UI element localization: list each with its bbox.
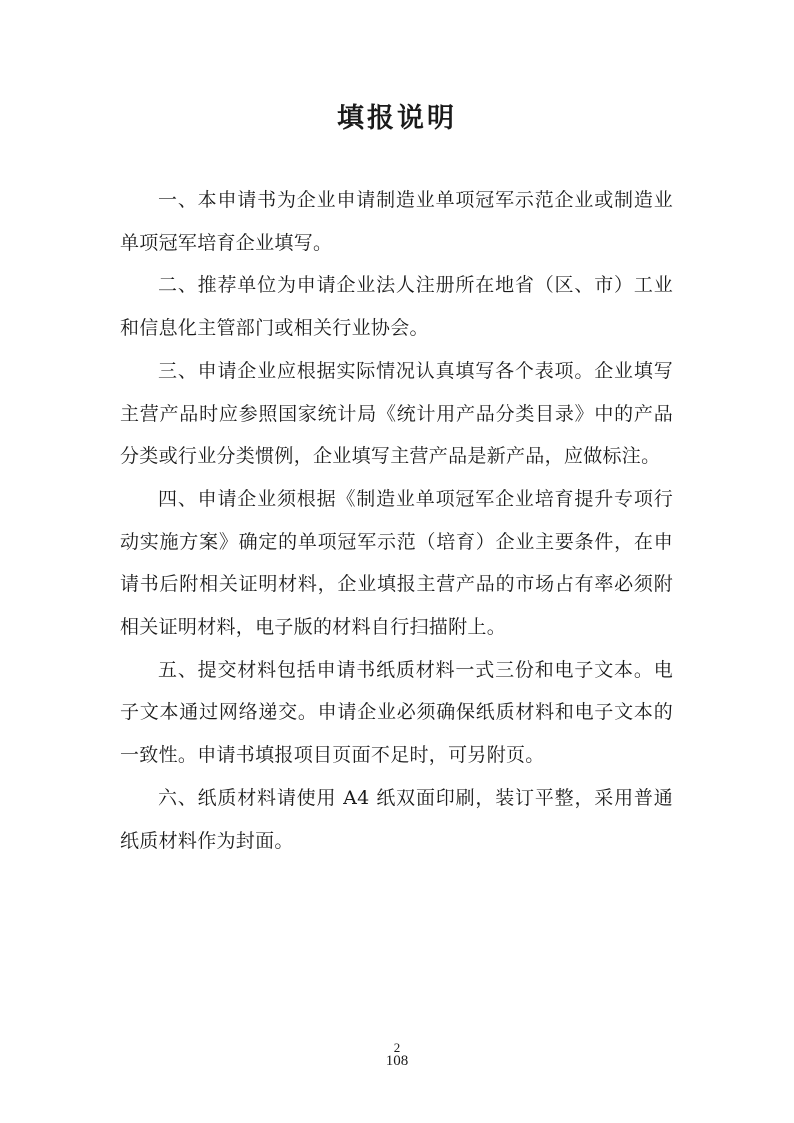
instruction-paragraph-4: 四、申请企业须根据《制造业单项冠军企业培育提升专项行动实施方案》确定的单项冠军示范（培育）企业主要条件，在申请书后附相关证明材料，企业填报主营产品的市场占有率必须附相关证明材料，电子版的材料自行扫描附上。 [120, 487, 673, 639]
page-number: 2 [393, 1040, 401, 1055]
instructions-body [120, 179, 673, 862]
instruction-paragraph-1: 一、本申请书为企业申请制造业单项冠军示范企业或制造业单项冠军培育企业填写。 [120, 189, 673, 254]
page-title: 填报说明 [337, 103, 457, 134]
instruction-paragraph-6: 六、纸质材料请使用 A4 纸双面印刷，装订平整，采用普通纸质材料作为封面。 [120, 786, 673, 852]
instruction-paragraph-3: 三、申请企业应根据实际情况认真填写各个表项。企业填写主营产品时应参照国家统计局《统计用产品分类目录》中的产品分类或行业分类惯例，企业填写主营产品是新产品，应做标注。 [120, 359, 673, 468]
document-page-number: 108 [385, 1053, 409, 1069]
instruction-paragraph-5: 五、提交材料包括申请书纸质材料一式三份和电子文本。电子文本通过网络递交。申请企业必须确保纸质材料和电子文本的一致性。申请书填报项目页面不足时，可另附页。 [120, 658, 673, 767]
instruction-paragraph-2: 二、推荐单位为申请企业法人注册所在地省（区、市）工业和信息化主管部门或相关行业协会。 [120, 274, 673, 340]
